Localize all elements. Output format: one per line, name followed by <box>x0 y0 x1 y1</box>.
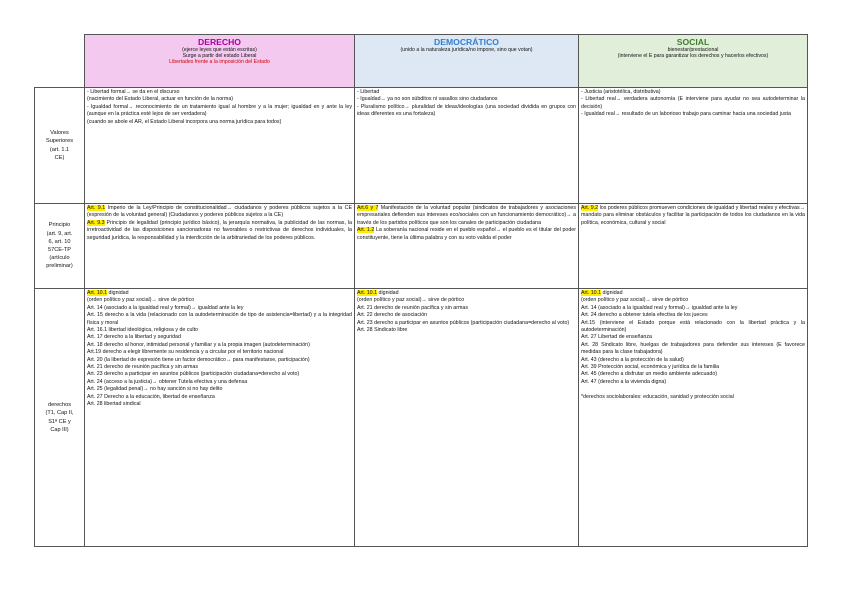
article-text: los poderes públicos promueven condiciones de igualdad y libertad reales y efectivas→ mandato para eliminar obstáculos y facilitar la participación de todos los ciudadanos en la vida política, económica, cultural y social <box>581 205 805 226</box>
cell-derecho <box>85 289 355 547</box>
row-label-line: preliminar) <box>46 263 73 270</box>
row-label <box>35 289 85 547</box>
cell-line: Art.19 derecho a elegir libremente su residencia y a circular por el territorio nacional <box>87 349 284 356</box>
row-label-line: Superiores <box>45 138 74 145</box>
article-text: dignidad <box>377 290 399 296</box>
cell-line: Art. 25 (legalidad penal)→ no hay sanción si no hay delito <box>87 386 223 393</box>
row-label-line: (T1, Cap II, <box>45 410 74 417</box>
cell-line: - Justicia (aristotélica, distributiva) <box>581 89 661 95</box>
cell-social <box>579 289 808 547</box>
cell-line: Art. 16.1 libertad ideológica, religiosa y de culto <box>87 327 199 334</box>
header-title: DEMOCRÁTICO <box>434 37 499 47</box>
cell-democratico <box>355 88 579 204</box>
cell-line: - Libertad <box>357 89 380 95</box>
cell-line: (orden político y paz social)→ sirve de pórtico <box>357 297 465 304</box>
article-text: Principio de legalidad (principio jurídico básico), la jerarquía normativa, la publicidad de las normas, la irretroactividad de las disposiciones sancionadoras no favorables o restrictivas de derechos individuales, la seguridad jurídica, la responsabilidad y la interdicción de la arbitrariedad de los poderes públicos. <box>87 219 352 241</box>
row-label-line: (art. 9, art. <box>46 230 73 237</box>
header-title: SOCIAL <box>676 37 710 47</box>
cell-line: Art. 45 (derecho a disfrutar un medio ambiente adecuado) <box>581 371 718 378</box>
cell-social <box>579 204 808 289</box>
cell-line: Art. 27 Derecho a la educación, libertad de enseñanza <box>87 393 215 400</box>
header-democratico <box>355 35 579 88</box>
cell-line: - Igualdad→ ya no son súbditos ni vasallos sino ciudadanos <box>357 96 498 103</box>
article-highlight: Art. 9.3 <box>87 219 105 226</box>
cell-line: Art. 21 derecho de reunión pacífica y sin armas <box>87 364 198 371</box>
cell-line <box>357 227 576 242</box>
comparison-table <box>34 34 808 547</box>
cell-line: - Igualdad real→ resultado de un laborioso trabajo para caminar hacia una sociedad justa <box>581 111 791 118</box>
cell-line: Art. 14 (asociado a la igualdad real y formal)→ igualdad ante la ley <box>87 304 244 311</box>
row-label-line: 57CE-TP <box>47 247 71 253</box>
article-text: dignidad <box>601 290 623 296</box>
cell-line: Art. 39 Protección social, económica y jurídica de la familia <box>581 364 720 371</box>
row-derechos <box>35 289 808 547</box>
cell-line: Art. 15 derecho a la vida (relacionado con la autodeterminación de tipo de asistencia=libertad) y a la integridad física y moral <box>87 312 352 326</box>
article-highlight: Art. 1.2 <box>357 227 375 234</box>
header-title: DERECHO <box>198 37 241 47</box>
cell-line: Art.15 (interviene el Estado porque está relacionado con la libertad práctica y la autodeterminación) <box>581 319 805 334</box>
row-label-line: (artículo <box>49 255 70 262</box>
cell-derecho <box>85 204 355 289</box>
cell-line: Art. 24 (acceso a la justicia)→ obtener Tutela efectiva y una defensa <box>87 378 248 385</box>
corner-cell <box>35 35 85 88</box>
cell-line <box>87 220 352 242</box>
cell-line: Art. 28 Sindicato libre <box>357 327 408 334</box>
cell-line: Art. 23 derecho a participar en asuntos públicos (participación ciudadana=derecho al voto) <box>87 371 300 378</box>
row-label-line: derechos <box>47 402 71 409</box>
article-text: Imperio de la Ley/Principio de constitucionalidad→ ciudadanos y poderes públicos sujetos a la CE (expresión de la voluntad general) (Ciudadanos y poderes públicos sujetos a la CE) <box>87 205 353 219</box>
cell-line: Art. 27 Libertad de enseñanza <box>581 334 652 341</box>
row-label-line: Cap III) <box>50 426 69 433</box>
cell-line: Art. 22 derecho de asociación <box>357 312 428 319</box>
cell-line: Art. 24 derecho a obtener tutela efectiva de los jueces <box>581 312 708 319</box>
cell-line: Art. 20 (la libertad de expresión tiene un factor democrático→ para manifestarse, participación) <box>87 356 310 363</box>
cell-line <box>357 205 576 227</box>
header-line: (unido a la naturaleza jurídica/no impone, sino que votan) <box>400 47 533 53</box>
cell-line: (orden político y paz social)→ sirve de pórtico <box>581 297 689 304</box>
cell-line <box>581 205 805 227</box>
row-label-line: S1ª CE y <box>48 418 71 425</box>
article-highlight: Art. 10.1 <box>581 290 602 296</box>
cell-line: - Libertad formal→ se da en el discurso <box>87 89 180 95</box>
cell-line: Art. 21 derecho de reunión pacífica y sin armas <box>357 304 468 311</box>
article-highlight: Art. 10.1 <box>357 290 378 296</box>
cell-line: - Pluralismo político→ pluralidad de ideas/ideologías (una sociedad dividida en grupos con ideas diferentes es una fortaleza) <box>357 103 576 118</box>
row-label-line: 6, art. 10 <box>48 238 71 245</box>
cell-line: *derechos sociolaborales: educación, sanidad y protección social <box>581 393 734 400</box>
row-label-line: (art. 1.1 <box>49 146 70 153</box>
header-line: (interviene el E para garantizar los derechos y hacerlos efectivos) <box>617 53 769 60</box>
article-text: Manifestación de la voluntad popular (sindicatos de trabajadores y asociaciones empresariales defienden sus intereses eco/sociales con un funcionamiento democrático)→ a través de los partidos políticos que son los canales de participación ciudadana <box>357 205 576 226</box>
row-label <box>35 204 85 289</box>
cell-line: - Igualdad formal→ reconocimiento de un tratamiento igual al hombre y a la mujer; igualdad en y ante la ley (aunque en la práctica esté lejos de ser verdadera) <box>87 103 352 118</box>
cell-line: Art. 28 Sindicato libre, huelgas de trabajadores para defender sus intereses (E favorece medidas para la clase trabajadora) <box>581 341 805 356</box>
article-highlight: Art. 9.2 <box>581 205 599 211</box>
row-principio <box>35 204 808 289</box>
article-text: La soberanía nacional reside en el pueblo español→ el pueblo es el titular del poder constituyente, tiene la última palabra y con su voto valida el poder <box>357 227 576 241</box>
cell-line: (orden político y paz social)→ sirve de pórtico <box>87 297 195 304</box>
cell-democratico <box>355 289 579 547</box>
cell-line: Art. 17 derecho a la libertad y seguridad <box>87 334 181 341</box>
header-line: (ejerce leyes que están escritas) <box>182 47 257 53</box>
article-highlight: Art. 9.1 <box>87 205 106 211</box>
row-label-line: CE) <box>54 154 65 161</box>
header-line: bienestar/prestacional <box>667 47 719 53</box>
cell-line: Art. 14 (asociado a la igualdad real y formal)→ igualdad ante la ley <box>581 304 738 311</box>
article-text: dignidad <box>107 290 129 296</box>
cell-line: Art. 23 derecho a participar en asuntos públicos (participación ciudadana=derecho al voto) <box>357 319 570 326</box>
cell-line: (nacimiento del Estado Liberal, actuar en función de la norma) <box>87 96 234 103</box>
cell-line <box>87 205 352 220</box>
header-red-line: Libertades frente a la imposición del Estado <box>169 59 270 66</box>
header-social <box>579 35 808 88</box>
row-label <box>35 88 85 204</box>
cell-line: Art. 43 (derecho a la protección de la salud) <box>581 356 684 363</box>
header-row <box>35 35 808 88</box>
row-label-line: Principio <box>48 222 71 229</box>
cell-line <box>87 290 352 297</box>
header-derecho <box>85 35 355 88</box>
article-highlight: Art.6 y 7 <box>357 205 379 211</box>
header-line: Surge a partir del estado Liberal <box>182 53 257 60</box>
cell-democratico <box>355 204 579 289</box>
cell-line: Art. 28 libertad sindical <box>87 401 141 408</box>
row-valores <box>35 88 808 204</box>
cell-line: Art. 47 (derecho a la vivienda digna) <box>581 378 667 385</box>
cell-line: - Libertad real→ verdadera autonomía (E interviene para ayudar no sea autodeterminar la decisión) <box>581 96 805 110</box>
cell-line <box>357 290 576 297</box>
row-label-line: Valores <box>50 130 69 137</box>
cell-line <box>581 290 805 297</box>
cell-derecho <box>85 88 355 204</box>
cell-line: (cuando se abole el AR, el Estado Liberal incorpora una norma jurídica para todos) <box>87 118 282 125</box>
cell-social <box>579 88 808 204</box>
cell-line <box>581 386 805 393</box>
article-highlight: Art. 10.1 <box>87 290 108 296</box>
cell-line: Art. 18 derecho al honor, intimidad personal y familiar y a la propia imagen (autodeterminación) <box>87 341 310 348</box>
